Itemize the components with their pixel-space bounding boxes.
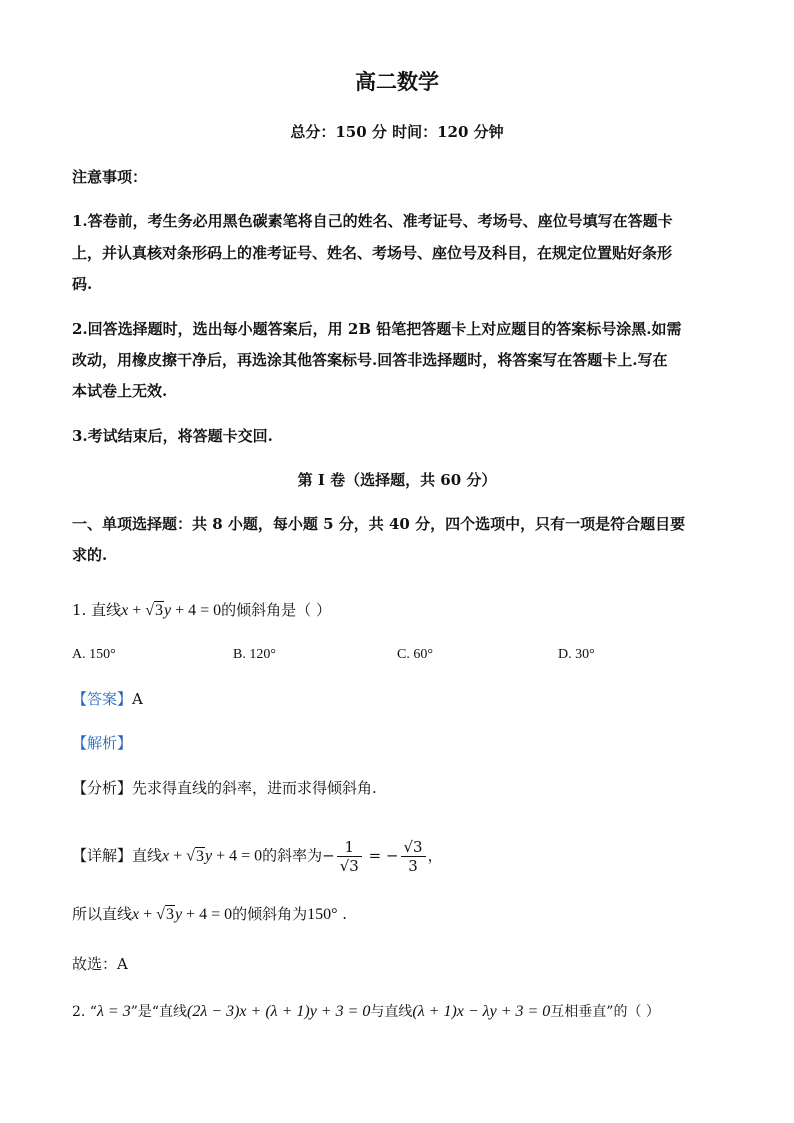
option-b: B. 120° [233,647,276,662]
notice-item-1-line-3: 码. [72,275,93,293]
part-1-heading: 第 I 卷（选择题，共 60 分） [297,471,497,489]
page-title: 高二数学 [355,69,439,94]
notice-item-2-line-2: 改动，用橡皮擦干净后，再选涂其他答案标号.回答非选择题时，将答案写在答题卡上.写在 [72,351,668,369]
exam-meta: 总分：150 分 时间：120 分钟 [290,123,504,141]
notice-item-1-line-2: 上，并认真核对条形码上的准考证号、姓名、考场号、座位号及科目，在规定位置贴好条形 [72,244,673,262]
choice-line: 故选：A [72,955,128,973]
section-heading-line-2: 求的. [72,546,108,564]
xiangjie-line: 【详解】直线x + √3y + 4 = 0的斜率为− $\frac{1}{√3}$ = − $\frac{√3}{3}$ ， [72,838,443,875]
answer-value: A [132,690,143,708]
lambda-equation: λ = 3 [96,1003,131,1020]
line-2-equation: (λ + 1)x − λy + 3 = 0 [412,1003,551,1020]
xiangjie-equation: x + √3y + 4 = 0 [162,847,263,865]
section-heading-line-1: 一、单项选择题：共 8 小题，每小题 5 分，共 40 分，四个选项中，只有一项是符合题目要 [72,515,686,533]
slope-fraction-1: $\frac{1}{√3}$ [337,838,362,875]
question-2: 2. “λ = 3”是“直线(2λ − 3)x + (λ + 1)y + 3 = 0与直线(λ + 1)x − λy + 3 = 0互相垂直”的（ ） [72,1003,660,1020]
question-1 [72,600,331,621]
fenxi-text: 先求得直线的斜率，进而求得倾斜角. [132,779,377,797]
notice-item-2-line-3: 本试卷上无效. [72,382,168,400]
notice-item-2-line-1: 2.回答选择题时，选出每小题答案后，用 2B 铅笔把答题卡上对应题目的答案标号涂黑.如需 [72,320,682,338]
conclusion-line: 所以直线x + √3y + 4 = 0的倾斜角为150° . [72,905,348,923]
slope-fraction-2: $\frac{√3}{3}$ [401,838,426,875]
fenxi-tag: 【分析】 [72,779,133,797]
answer-tag: 【答案】 [72,690,133,708]
question-1-number: 1. 直线 [72,601,122,619]
question-1-equation: x + √3y + 4 = 0 [121,602,222,619]
notice-item-3: 3.考试结束后，将答题卡交回. [72,427,273,445]
xiangjie-tag: 【详解】 [72,846,133,865]
notice-heading: 注意事项： [72,168,148,186]
conclusion-equation: x + √3y + 4 = 0 [132,906,233,923]
option-a: A. 150° [72,647,116,662]
option-c: C. 60° [397,647,433,662]
answer-line [72,689,143,709]
fenxi-line [72,778,377,798]
analysis-tag: 【解析】 [72,734,133,752]
question-1-suffix: 的倾斜角是（ ） [221,601,331,619]
line-1-equation: (2λ − 3)x + (λ + 1)y + 3 = 0 [187,1003,371,1020]
notice-item-1-line-1: 1.答卷前，考生务必用黑色碳素笔将自己的姓名、准考证号、考场号、座位号填写在答题卡 [72,212,673,230]
option-d: D. 30° [558,647,595,662]
